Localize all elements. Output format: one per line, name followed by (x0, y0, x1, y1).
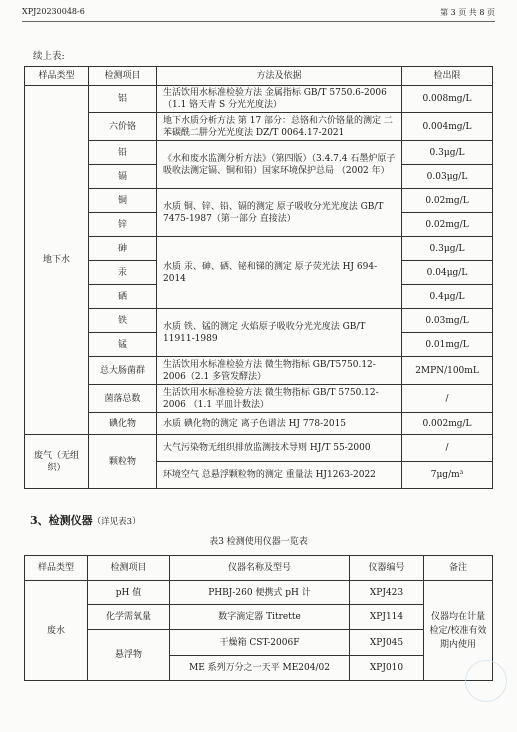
instrument-cell: PHBJ-260 便携式 pH 计 (170, 581, 350, 605)
table-row (25, 189, 493, 213)
item-cell: 铜 (89, 189, 157, 213)
limit-cell: 0.03μg/L (402, 165, 493, 189)
limit-cell: 0.01mg/L (402, 333, 493, 357)
method-cell: 《水和废水监测分析方法》（第四版）（3.4.7.4 石墨炉原子吸收法测定镉、铜和铅）国家环境保护总局 （2002 年） (157, 141, 402, 189)
instrument-table (24, 555, 493, 681)
table-row (25, 581, 493, 605)
item-cell: 悬浮物 (88, 630, 170, 681)
item-cell: pH 值 (88, 581, 170, 605)
item-cell: 颗粒物 (89, 435, 157, 489)
section-note: （详见表3） (92, 517, 141, 527)
method-cell: 大气污染物无组织排放监测技术导则 HJ/T 55-2000 (157, 435, 402, 462)
code-cell: XPJ045 (350, 630, 424, 656)
table-row (25, 113, 493, 141)
method-cell: 水质 汞、砷、硒、铋和锑的测定 原子荧光法 HJ 694-2014 (157, 237, 402, 309)
method-cell: 水质 碘化物的测定 离子色谱法 HJ 778-2015 (157, 413, 402, 435)
limit-cell: 2MPN/100mL (402, 357, 493, 385)
table-caption: 表3 检测使用仪器一览表 (209, 537, 308, 547)
table-row (25, 237, 493, 261)
instrument-cell: 数字滴定器 Titrette (170, 605, 350, 630)
item-cell: 总大肠菌群 (89, 357, 157, 385)
section-title: 3、检测仪器 (30, 514, 93, 527)
header-divider (22, 21, 495, 22)
limit-cell: 0.02mg/L (402, 189, 493, 213)
method-cell: 水质 铜、锌、铅、镉的测定 原子吸收分光光度法 GB/T 7475-1987（第一部分 直接法） (157, 189, 402, 237)
code-cell: XPJ114 (350, 605, 424, 630)
table-row (25, 86, 493, 113)
limit-cell: 0.03mg/L (402, 309, 493, 333)
sample-type-cell: 废气（无组织） (25, 435, 89, 489)
item-cell: 砷 (89, 237, 157, 261)
stamp-watermark (465, 660, 507, 702)
limit-cell: 0.04μg/L (402, 261, 493, 285)
item-cell: 碘化物 (89, 413, 157, 435)
section-heading (30, 512, 141, 528)
table-row (25, 141, 493, 165)
table-row (25, 413, 493, 435)
limit-cell: 0.002mg/L (402, 413, 493, 435)
limit-cell: 0.3μg/L (402, 141, 493, 165)
remark-cell: 仪器均在计量检定/校准有效期内使用 (424, 581, 493, 681)
col-sample-type: 样品类型 (25, 67, 89, 86)
method-cell: 生活饮用水标准检验方法 微生物指标 GB/T 5750.12-2006 （1.1 平皿计数法） (157, 385, 402, 413)
table-header-row (25, 67, 493, 86)
limit-cell: 0.008mg/L (402, 86, 493, 113)
limit-cell: / (402, 385, 493, 413)
limit-cell: 0.02mg/L (402, 213, 493, 237)
continued-label: 续上表: (33, 51, 65, 62)
method-cell: 生活饮用水标准检验方法 微生物指标 GB/T5750.12-2006（2.1 多管发酵法） (157, 357, 402, 385)
item-cell: 汞 (89, 261, 157, 285)
col-method: 方法及依据 (157, 67, 402, 86)
table-row (25, 630, 493, 656)
table-header-row (25, 556, 493, 581)
code-cell: XPJ423 (350, 581, 424, 605)
col-limit: 检出限 (402, 67, 493, 86)
col-item: 检测项目 (89, 67, 157, 86)
item-cell: 锰 (89, 333, 157, 357)
table-row (25, 357, 493, 385)
method-table (24, 66, 493, 489)
item-cell: 铝 (89, 86, 157, 113)
item-cell: 化学需氧量 (88, 605, 170, 630)
limit-cell: 0.004mg/L (402, 113, 493, 141)
col-remark: 备注 (424, 556, 493, 581)
item-cell: 镉 (89, 165, 157, 189)
item-cell: 硒 (89, 285, 157, 309)
instrument-cell: 干燥箱 CST-2006F (170, 630, 350, 656)
table-row (25, 385, 493, 413)
limit-cell: / (402, 435, 493, 462)
table-row (25, 605, 493, 630)
limit-cell: 0.3μg/L (402, 237, 493, 261)
col-item: 检测项目 (88, 556, 170, 581)
item-cell: 菌落总数 (89, 385, 157, 413)
item-cell: 锌 (89, 213, 157, 237)
table-row (25, 435, 493, 462)
col-instrument: 仪器名称及型号 (170, 556, 350, 581)
page-number: 第 3 页 共 8 页 (440, 8, 495, 17)
sample-type-cell: 地下水 (25, 86, 89, 435)
method-cell: 地下水质分析方法 第 17 部分：总铬和六价铬量的测定 二苯碳酰二肼分光光度法 DZ/T 0064.17-2021 (157, 113, 402, 141)
limit-cell: 7μg/m³ (402, 462, 493, 489)
method-cell: 环境空气 总悬浮颗粒物的测定 重量法 HJ1263-2022 (157, 462, 402, 489)
sample-type-cell: 废水 (25, 581, 88, 681)
method-cell: 生活饮用水标准检验方法 金属指标 GB/T 5750.6-2006（1.1 铬天青 S 分光光度法） (157, 86, 402, 113)
col-sample-type: 样品类型 (25, 556, 88, 581)
page-header (22, 7, 495, 19)
method-cell: 水质 铁、锰的测定 火焰原子吸收分光光度法 GB/T 11911-1989 (157, 309, 402, 357)
item-cell: 铁 (89, 309, 157, 333)
instrument-cell: ME 系列万分之一天平 ME204/02 (170, 656, 350, 681)
limit-cell: 0.4μg/L (402, 285, 493, 309)
doc-id: XPJ20230048-6 (22, 7, 85, 16)
item-cell: 铅 (89, 141, 157, 165)
item-cell: 六价铬 (89, 113, 157, 141)
col-code: 仪器编号 (350, 556, 424, 581)
table-row (25, 309, 493, 333)
code-cell: XPJ010 (350, 656, 424, 681)
